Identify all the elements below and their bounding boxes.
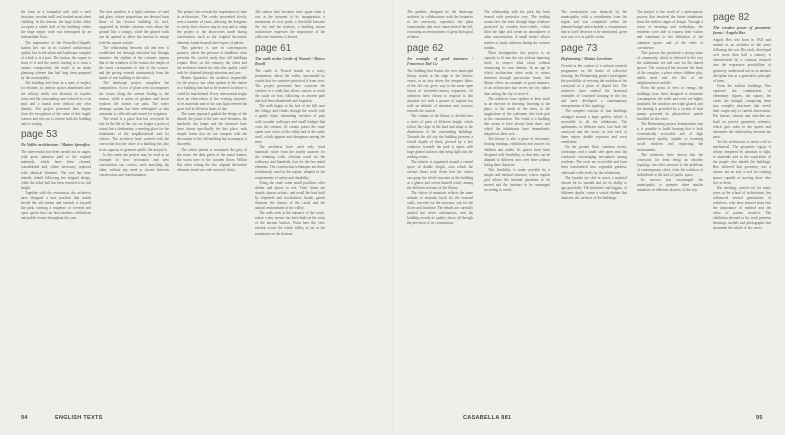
paragraph: On the ground floor, common rooms, workshops and a small café open onto the courtyard, encouraging encounters among residents. The roofs are accessible and have been transformed into vegetable gardens, cultivated collectively by the inhabitants. xyxy=(561,145,627,175)
paragraph: The interior is organized around a central space of double height, onto which the various floors look. From here the visitor can grasp the whole structure of the building at a glance and orient himself easily among the different sections of the library. xyxy=(407,160,473,190)
paragraph: The volume of the library is divided into a series of parts of different height, which follow the slope of the land and adapt to the dimensions of the surrounding buildings. Towards the old city the building presents a closed façade of brick, pierced by a few windows; towards the park it opens with large glazed surfaces that bring light into the reading rooms. xyxy=(407,114,473,160)
text-column-4 xyxy=(255,10,325,410)
text-column-1 xyxy=(21,10,91,410)
text-column-6 xyxy=(484,10,550,410)
paragraph: From the point of view of energy, the buildings have been designed to minimize consumption: the walls and roofs are highly insulated, the windows are triple glazed, and the heating is provided by a system of heat pumps powered by photovoltaic panels installed on the roofs. xyxy=(637,86,703,121)
paragraph: This process has produced a strong sense of community, which is reflected in the way the inhabitants use and care for the shared spaces. The courtyard has become the heart of the complex, a place where children play, adults meet and the life of the neighbourhood unfolds. xyxy=(637,50,703,86)
paragraph: the form of a triumphal arch with a steel structure; wooden infill and vaulted metal sheet cladding. In the interior, the large ticket office occupied a whole half of the building; where the large empty vault was interrupted by an intermediate floor. xyxy=(21,10,91,40)
text-column-8 xyxy=(637,10,703,410)
running-footer-right: CASABELLA 881 xyxy=(463,415,512,421)
paragraph: What distinguishes this project is its capacity to fit into the city without imposing itself, to respect what exists without renouncing its own identity. In an age in which architecture often seeks to attract attention through spectacular forms, this library offers an example of good manners, of an architecture that serves the city rather than asking the city to serve it. xyxy=(484,50,550,96)
paragraph: The relationship between old and new is established not through imitation but through measure: the rhythm of the columns repeats that of the windows of the station, the height of the eaves corresponds to that of the cornice, and the paving extends continuously from the inside of one building to the other. xyxy=(99,45,169,81)
paragraph: The result is a place that has recovered its role in the life of the city: no longer a point of transit but a destination, a meeting place for the inhabitants of the neighbourhood and for visitors. The architects have worked with the conviction that the value of a building lies also in its capacity to generate public life around it. xyxy=(99,116,169,152)
paragraph: The building had been in a state of neglect for decades, its interior spaces abandoned after the railway traffic was diverted, its façades worn and the surrounding area reduced to a car park and a transit zone without any clear identity. The project presented here begins from the recognition of the value of this fragile context and sets out to restore both the building and its setting. xyxy=(21,81,91,127)
paragraph: The intervention has been carried out in stages, with great attention paid to the original materials, which have been cleaned, consolidated and, where necessary, replaced with identical elements. The roof has been entirely rebuilt following the original design, while the ticket hall has been restored to its full height. xyxy=(21,150,91,190)
paragraph: The relationship with the park has been treated with particular care. The reading rooms face the trees through large windows protected by wooden brise-soleils, which filter the light and create an atmosphere of calm concentration. A small terrace allows readers to study outdoors during the warmer months. xyxy=(484,10,550,50)
paragraph: This flexibility is made possible by a simple and rational structure, whose regular grid allows the internal partitions to be moved and the furniture to be rearranged according to needs. xyxy=(484,167,550,193)
section-subtitle: The walk at the Castle of Nouvel / Marco Rosell xyxy=(255,55,325,66)
paragraph: Matteo Spreafico, the architect responsible for the project, has often spoken of the station as a building that had to be listened to before it could be transformed. Every intervention began from an observation of the existing structure, of its materials and of the way light entered the great hall at different times of day. xyxy=(177,76,247,111)
text-column-5 xyxy=(407,10,473,410)
text-column-2 xyxy=(99,10,169,410)
paragraph: In this sense the project may be read as an example of how restoration and new construction can coexist, each enriching the other, without any need to choose between conservation and transformation. xyxy=(99,152,169,177)
section-subtitle: The creative power of geometric forms / Angelo Bex xyxy=(713,25,771,35)
paragraph: Together with the restoration, the architects have designed a new pavilion that stands beside the old station and extends it towards the park, creating a sequence of covered and open spaces that can host markets, exhibitions and public events throughout the year. xyxy=(21,190,91,221)
section-heading-page-61: page 61 xyxy=(255,42,292,54)
paragraph: The library is also a place of encounter, hosting readings, exhibitions and courses for children and adults. Its spaces have been designed with flexibility, so that they can be adapted to different uses over time without losing their character. xyxy=(484,137,550,167)
paragraph: Yet his architecture is never cold or mechanical. The geometric rigour is always tempered by attention to light, to materials and to the experience of the people who inhabit the buildings. Bex believed that geometry was a means, not an end, a tool for creating spaces capable of moving those who live in them. xyxy=(713,139,771,185)
page-gutter xyxy=(392,0,393,435)
paragraph: The project is the result of a participatory process that involved the future inhabitants from the earliest stages of design. Through a series of meetings and workshops, the residents were able to express their wishes and contribute to the definition of the common spaces and of the rules of coexistence. xyxy=(637,10,703,50)
paragraph: This patience is rare in contemporary practice, where the pressure of deadlines often prevents the careful study that old buildings require. Here, on the contrary, the client and the architects shared the idea that quality could only be obtained through attention and care. xyxy=(177,45,247,76)
section-heading-page-62: page 62 xyxy=(407,42,444,54)
paragraph: The architects have used only local materials: stone from the nearby quarries for the retaining walls, chestnut wood for the walkways and handrails, iron for the few metal elements. The construction techniques are those traditionally used in the region, adapted to the requirements of safety and durability. xyxy=(255,144,325,180)
paragraph: From his earliest buildings, Bex explored the combination of elementary figures, the square, the circle, the triangle, composing them into complex structures that reveal their origin only to careful observation. His houses, schools and churches are built on precise geometric schemes, which give order to the spaces and determine the relationship between the parts. xyxy=(713,83,771,139)
section-subtitle: De Vallée architecture / Matteo Spreafico xyxy=(21,142,91,148)
section-heading-page-82: page 82 xyxy=(713,12,750,23)
paragraph: The landscape project completes the composition. A row of plane trees accompanies the visitor along the avenue leading to the station, while a series of gardens and lawns replaces the former car park. The water drainage system has been redesigned so that rainwater is collected and reused for irrigation. xyxy=(99,81,169,116)
paragraph: The façades are clad in wood, a material chosen for its warmth and for its ability to age gracefully. The balconies and loggias, of different depths, create a varied rhythm that animates the surfaces of the buildings. xyxy=(561,175,627,200)
paragraph: His teaching, carried out for many years at the school of architecture, has influenced several generations of architects, who have learned from him the importance of method and the value of patient research. The exhibition devoted to his work presents drawings, models and photographs that document the whole of his career. xyxy=(713,185,771,231)
paragraph: The construction was financed by the municipality with a contribution from the region and was completed within the planned budget and schedule, a circumstance that in itself deserves to be mentioned, given how rare it is in public works. xyxy=(561,10,627,40)
text-column-9 xyxy=(713,10,771,410)
section-heading-page-53: page 53 xyxy=(21,129,58,141)
paragraph: The project also reveals the importance of time in architecture. The works proceeded slowly, over a number of years, allowing the designers to verify their choices step by step and to adapt the project to the discoveries made during construction, such as the original decorative elements found beneath later layers of plaster. xyxy=(177,10,247,45)
paragraph: Its success has encouraged the municipality to promote other similar initiatives in different districts of the city. xyxy=(637,178,703,193)
paragraph: The Hofmeeting project demonstrates that it is possible to build housing that is both economically accessible and of high architectural quality, capable of fostering social relations and respecting the environment. xyxy=(637,122,703,152)
section-heading-page-73: page 73 xyxy=(561,42,598,54)
paragraph: The importance of the Bruxelles-Chapelle station lies not in its isolated architectural quality but in the urban and landscape complex of which it is a part. The station, the square in front of it and the streets leading to it form a unitary composition, the result of an urban planning scheme that had long been prepared by the municipality. xyxy=(21,40,91,81)
paragraph: The architects have spoken of their work as an exercise in listening: listening to the place, to the needs of the users, to the suggestions of the craftsmen who took part in the construction. The result is a building that seems to have always been there, and which the inhabitants have immediately adopted as their own. xyxy=(484,96,550,137)
paragraph: The walk ends at the entrance of the castle, where a new terrace has been built on the ruins of the ancient bastion. From here the view extends across the whole valley, as far as the mountains on the horizon. xyxy=(255,211,325,236)
paragraph: The castle of Nouvel stands on a rocky promontory above the valley, surrounded by woods that for centuries protected it from view. The project presented here concerns the creation of a walk that allows visitors to reach the castle on foot, following an ancient path that had been abandoned and forgotten. xyxy=(255,68,325,104)
running-footer-left: ENGLISH TEXTS xyxy=(55,415,103,421)
paragraph: The complex consists of four buildings arranged around a large garden, which is accessible to all the inhabitants. The apartments, of different sizes, face both the courtyard and the street, so that each of them enjoys double exposure and cross ventilation. xyxy=(561,109,627,144)
section-subtitle: An example of good manners / Francesco Dal Co xyxy=(407,55,473,66)
section-subtitle: Hofmeeting / Matteo Lerchner xyxy=(561,55,613,61)
paragraph: The gardens, designed by the landscape architect in collaboration with the botanists of the university, reproduce the plant communities that once characterized the hill, recreating an environment of great biological richness. xyxy=(407,10,473,40)
paragraph: The colour palette is restrained: the grey of the stone, the dark green of the metal frames, the warm tone of the wooden floors. Within this sober setting the few original decorative elements stand out with renewed clarity. xyxy=(177,147,247,172)
paragraph: The same approach guided the design of the details: the joints of the new steel elements, the handrails, the lamps and the furniture have been drawn specifically for this place, with simple forms that do not compete with the decoration of the old building but accompany it discreetly. xyxy=(177,111,247,147)
page-number-right: 95 xyxy=(756,415,763,421)
paragraph: Along the route some small pavilions offer shelter and places to rest. Their forms are simple, almost archaic, and recall the huts built by shepherds and woodcutters. Inside, panels illustrate the history of the castle and the natural environment of the valley. xyxy=(255,180,325,211)
text-column-3 xyxy=(177,10,247,410)
paragraph: The choice of materials reflects the same attitude of restraint: brick for the external walls, concrete for the structure, oak for the floors and furniture. The details are carefully studied but never ostentatious, and the building reveals its quality above all through the precision of its construction. xyxy=(407,190,473,226)
paragraph: Angelo Bex was born in 1925 and trained as an architect in the years following the war. His work, developed over more than half a century, is characterized by a constant research into the expressive possibilities of geometry, understood not as an abstract discipline but as a generative principle of form. xyxy=(713,38,771,83)
paragraph: The new pavilion is a light structure of steel and glass, whose proportions are derived from those of the historic building. Its roof, supported by slender columns, rests above the ground like a canopy, while the glazed walls can be opened to allow the interior to merge with the square outside. xyxy=(99,10,169,45)
paragraph: The walk begins at the foot of the hill, near the village, and climbs through the woods with a gentle slope, alternating stretches of path with wooden walkways and small bridges that cross the streams. At certain points the route opens onto views of the valley and of the castle itself, which appears and disappears among the trees. xyxy=(255,104,325,144)
paragraph: The station thus becomes once again what it was at the moment of its inauguration: a monument of civic pride, a threshold between the city and the territory, a building whose architecture expresses the importance of the collective functions it houses. xyxy=(255,10,325,40)
text-column-7 xyxy=(561,10,627,410)
paragraph: Created in the context of a cultural research programme on the forms of collective housing, the Hofmeeting project investigates the possibility of reviving the tradition of the courtyard as a place of shared life. The architects have studied the historical examples of courtyard housing in the city and have developed a contemporary interpretation of this typology. xyxy=(561,63,627,109)
paragraph: The building that houses the new municipal library stands at the edge of the historic centre, in an area where the compact fabric of the old city gives way to the more open layout of twentieth-century expansion. Its architects have chosen to respond to this situation not with a gesture of rupture but with an attitude of attention and courtesy towards the context. xyxy=(407,68,473,114)
page-number-left: 94 xyxy=(21,415,28,421)
paragraph: The architects have shown that the courtyard, far from being an obsolete typology, can offer answers to the problems of contemporary cities, from the isolation of individuals to the lack of public space. xyxy=(637,152,703,177)
